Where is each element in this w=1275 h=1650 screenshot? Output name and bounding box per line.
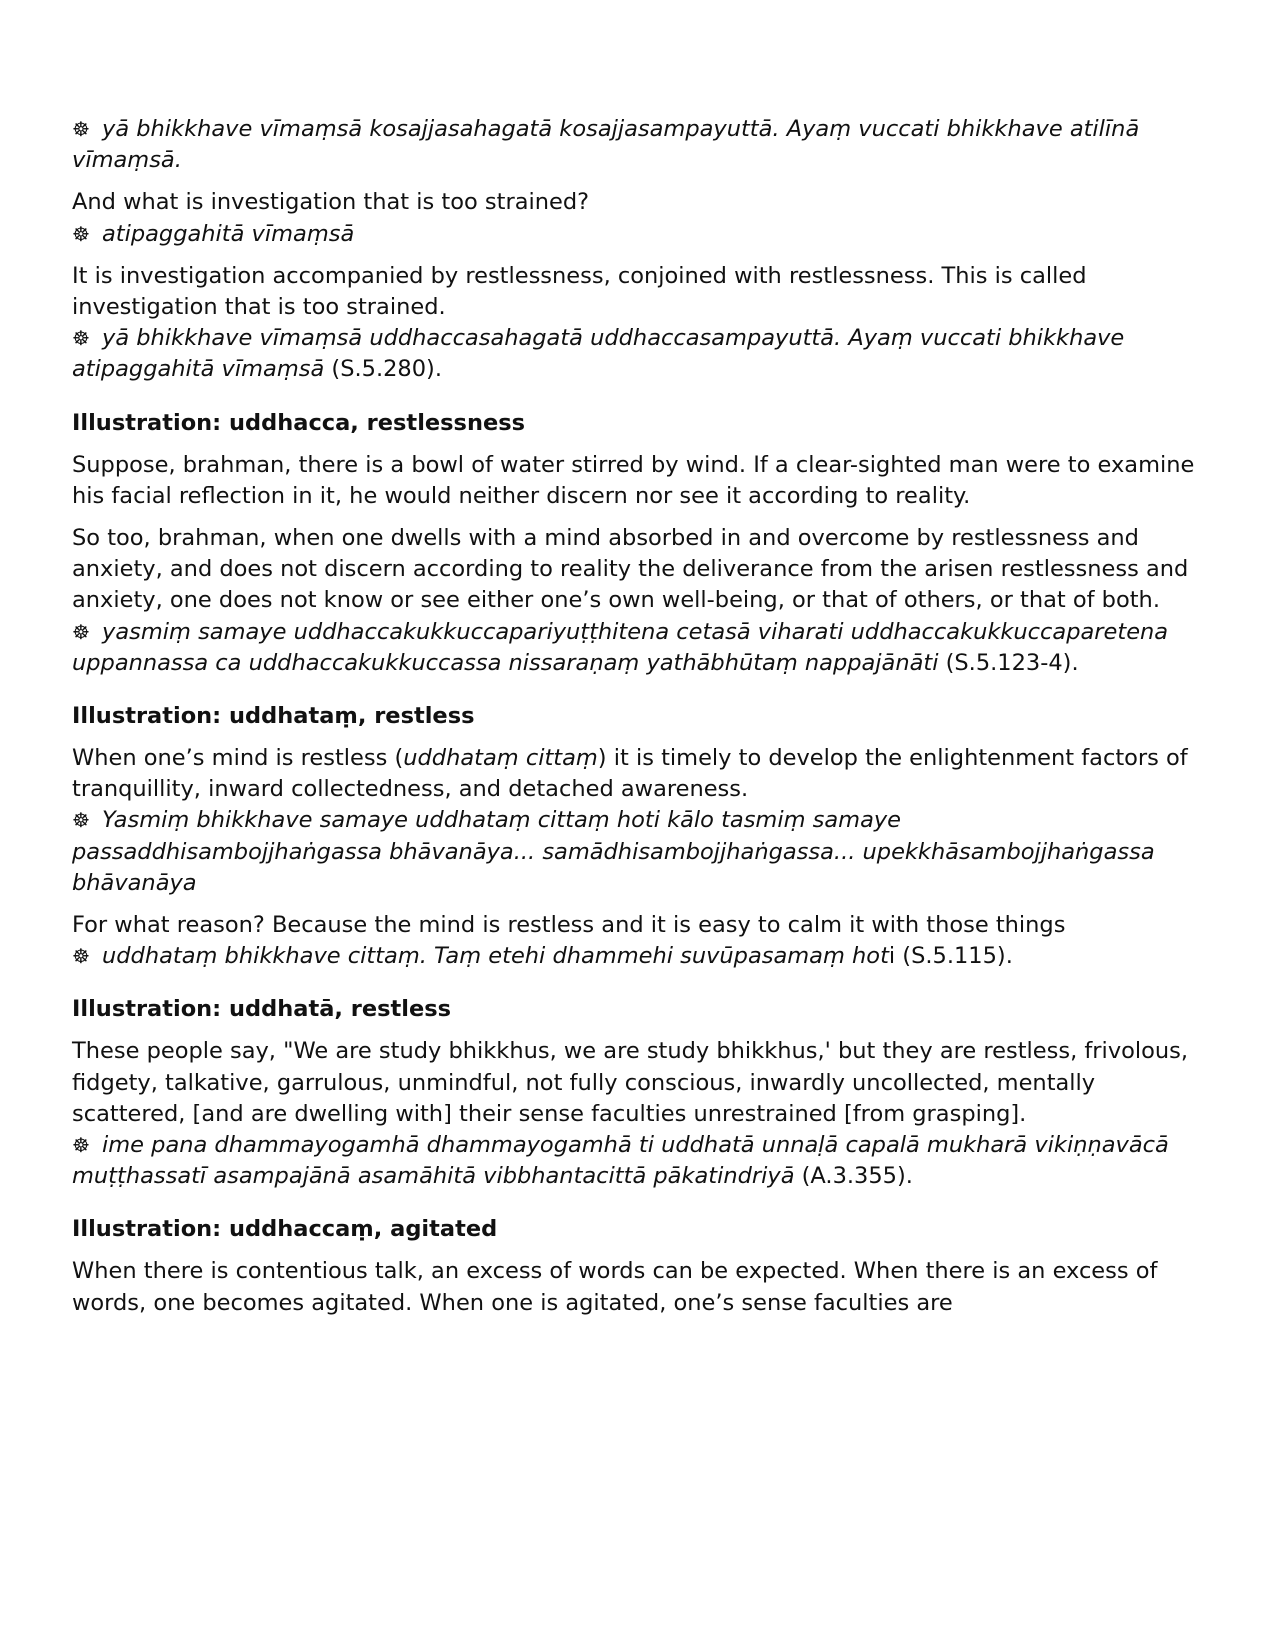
dharma-wheel-icon: ☸ <box>72 944 90 969</box>
english-text <box>72 743 1207 805</box>
pali-text: atipaggahitā vīmaṃsā <box>102 220 355 247</box>
pali-text: Yasmiṃ bhikkhave samaye uddhataṃ cittaṃ hoti kālo tasmiṃ samaye passaddhisambojjhaṅgassa bhāvanāya... samādhisambojjhaṅgassa... upekkhāsambojjhaṅgassa bhāvanāya <box>72 807 1155 896</box>
paragraph-study-bhikkhus <box>72 1036 1207 1192</box>
section-heading-uddhatam: Illustration: uddhataṃ, restless <box>72 703 475 730</box>
dharma-wheel-icon: ☸ <box>72 808 90 833</box>
english-text: For what reason? Because the mind is restless and it is easy to calm it with those things <box>72 912 1066 939</box>
section-heading-uddhacca: Illustration: uddhacca, restlessness <box>72 409 526 436</box>
section-heading-uddhaccam: Illustration: uddhaccaṃ, agitated <box>72 1216 498 1243</box>
english-text: So too, brahman, when one dwells with a mind absorbed in and overcome by restlessness and anxiety, and does not discern according to reality the deliverance from the arisen restlessness and anxiety, one does not know or see either one’s own well-being, or that of others, or that of both. <box>72 525 1189 614</box>
paragraph-reason <box>72 910 1207 972</box>
document-page <box>72 114 1207 1330</box>
english-text-a: When one’s mind is restless ( <box>72 745 404 772</box>
dharma-wheel-icon: ☸ <box>72 1133 90 1158</box>
paragraph-bowl-simile <box>72 450 1207 512</box>
dharma-wheel-icon: ☸ <box>72 619 90 644</box>
citation: (S.5.123-4). <box>938 649 1079 676</box>
pali-text: yā bhikkhave vīmaṃsā kosajjasahagatā kosajjasampayuttā. Ayaṃ vuccati bhikkhave atilīnā vīmaṃsā. <box>72 116 1140 174</box>
english-text-b: ) it is timely to develop the enlightenment factors of tranquillity, inward collectedness, and detached awareness. <box>72 745 1188 803</box>
citation: (S.5.115). <box>895 943 1013 970</box>
paragraph-pali-quote <box>72 114 1207 176</box>
citation: (S.5.280). <box>324 356 442 383</box>
dharma-wheel-icon: ☸ <box>72 326 90 351</box>
section-heading-uddhata: Illustration: uddhatā, restless <box>72 996 452 1023</box>
paragraph-contentious-talk <box>72 1256 1207 1318</box>
paragraph-so-too <box>72 523 1207 679</box>
english-text: These people say, "We are study bhikkhus, we are study bhikkhus,' but they are restless, frivolous, fidgety, talkative, garrulous, unmindful, not fully conscious, inwardly uncollected, mentally scattered, [and are dwelling with] their sense faculties unrestrained [from grasping]. <box>72 1038 1189 1127</box>
dharma-wheel-icon: ☸ <box>72 221 90 246</box>
pali-text: yasmiṃ samaye uddhaccakukkuccapariyuṭṭhitena cetasā viharati uddhaccakukkuccaparetena uppannassa ca uddhaccakukkuccassa nissaraṇaṃ yathābhūtaṃ nappajānāti <box>72 618 1169 676</box>
inline-pali-term: uddhataṃ cittaṃ <box>403 745 598 772</box>
pali-text: ime pana dhammayogamhā dhammayogamhā ti uddhatā unnaḷā capalā mukharā vikiṇṇavācā muṭṭhassatī asampajānā asamāhitā vibbhantacittā pākatindriyā <box>72 1132 1169 1190</box>
paragraph-question <box>72 187 1207 249</box>
pali-tail: i <box>888 943 896 970</box>
citation: (A.3.355). <box>794 1163 913 1190</box>
pali-text: yā bhikkhave vīmaṃsā uddhaccasahagatā uddhaccasampayuttā. Ayaṃ vuccati bhikkhave atipaggahitā vīmaṃsā <box>72 325 1125 383</box>
english-text: And what is investigation that is too strained? <box>72 189 590 216</box>
dharma-wheel-icon: ☸ <box>72 117 90 141</box>
english-text: It is investigation accompanied by restlessness, conjoined with restlessness. This is called investigation that is too strained. <box>72 262 1087 321</box>
english-text: Suppose, brahman, there is a bowl of water stirred by wind. If a clear-sighted man were to examine his facial reflection in it, he would neither discern nor see it according to reality. <box>72 451 1195 509</box>
paragraph-restless-mind <box>72 743 1207 899</box>
paragraph-answer <box>72 261 1207 386</box>
pali-text: uddhataṃ bhikkhave cittaṃ. Taṃ etehi dhammehi suvūpasamaṃ hot <box>102 943 889 970</box>
english-text: When there is contentious talk, an excess of words can be expected. When there is an excess of words, one becomes agitated. When one is agitated, one’s sense faculties are <box>72 1258 1158 1316</box>
